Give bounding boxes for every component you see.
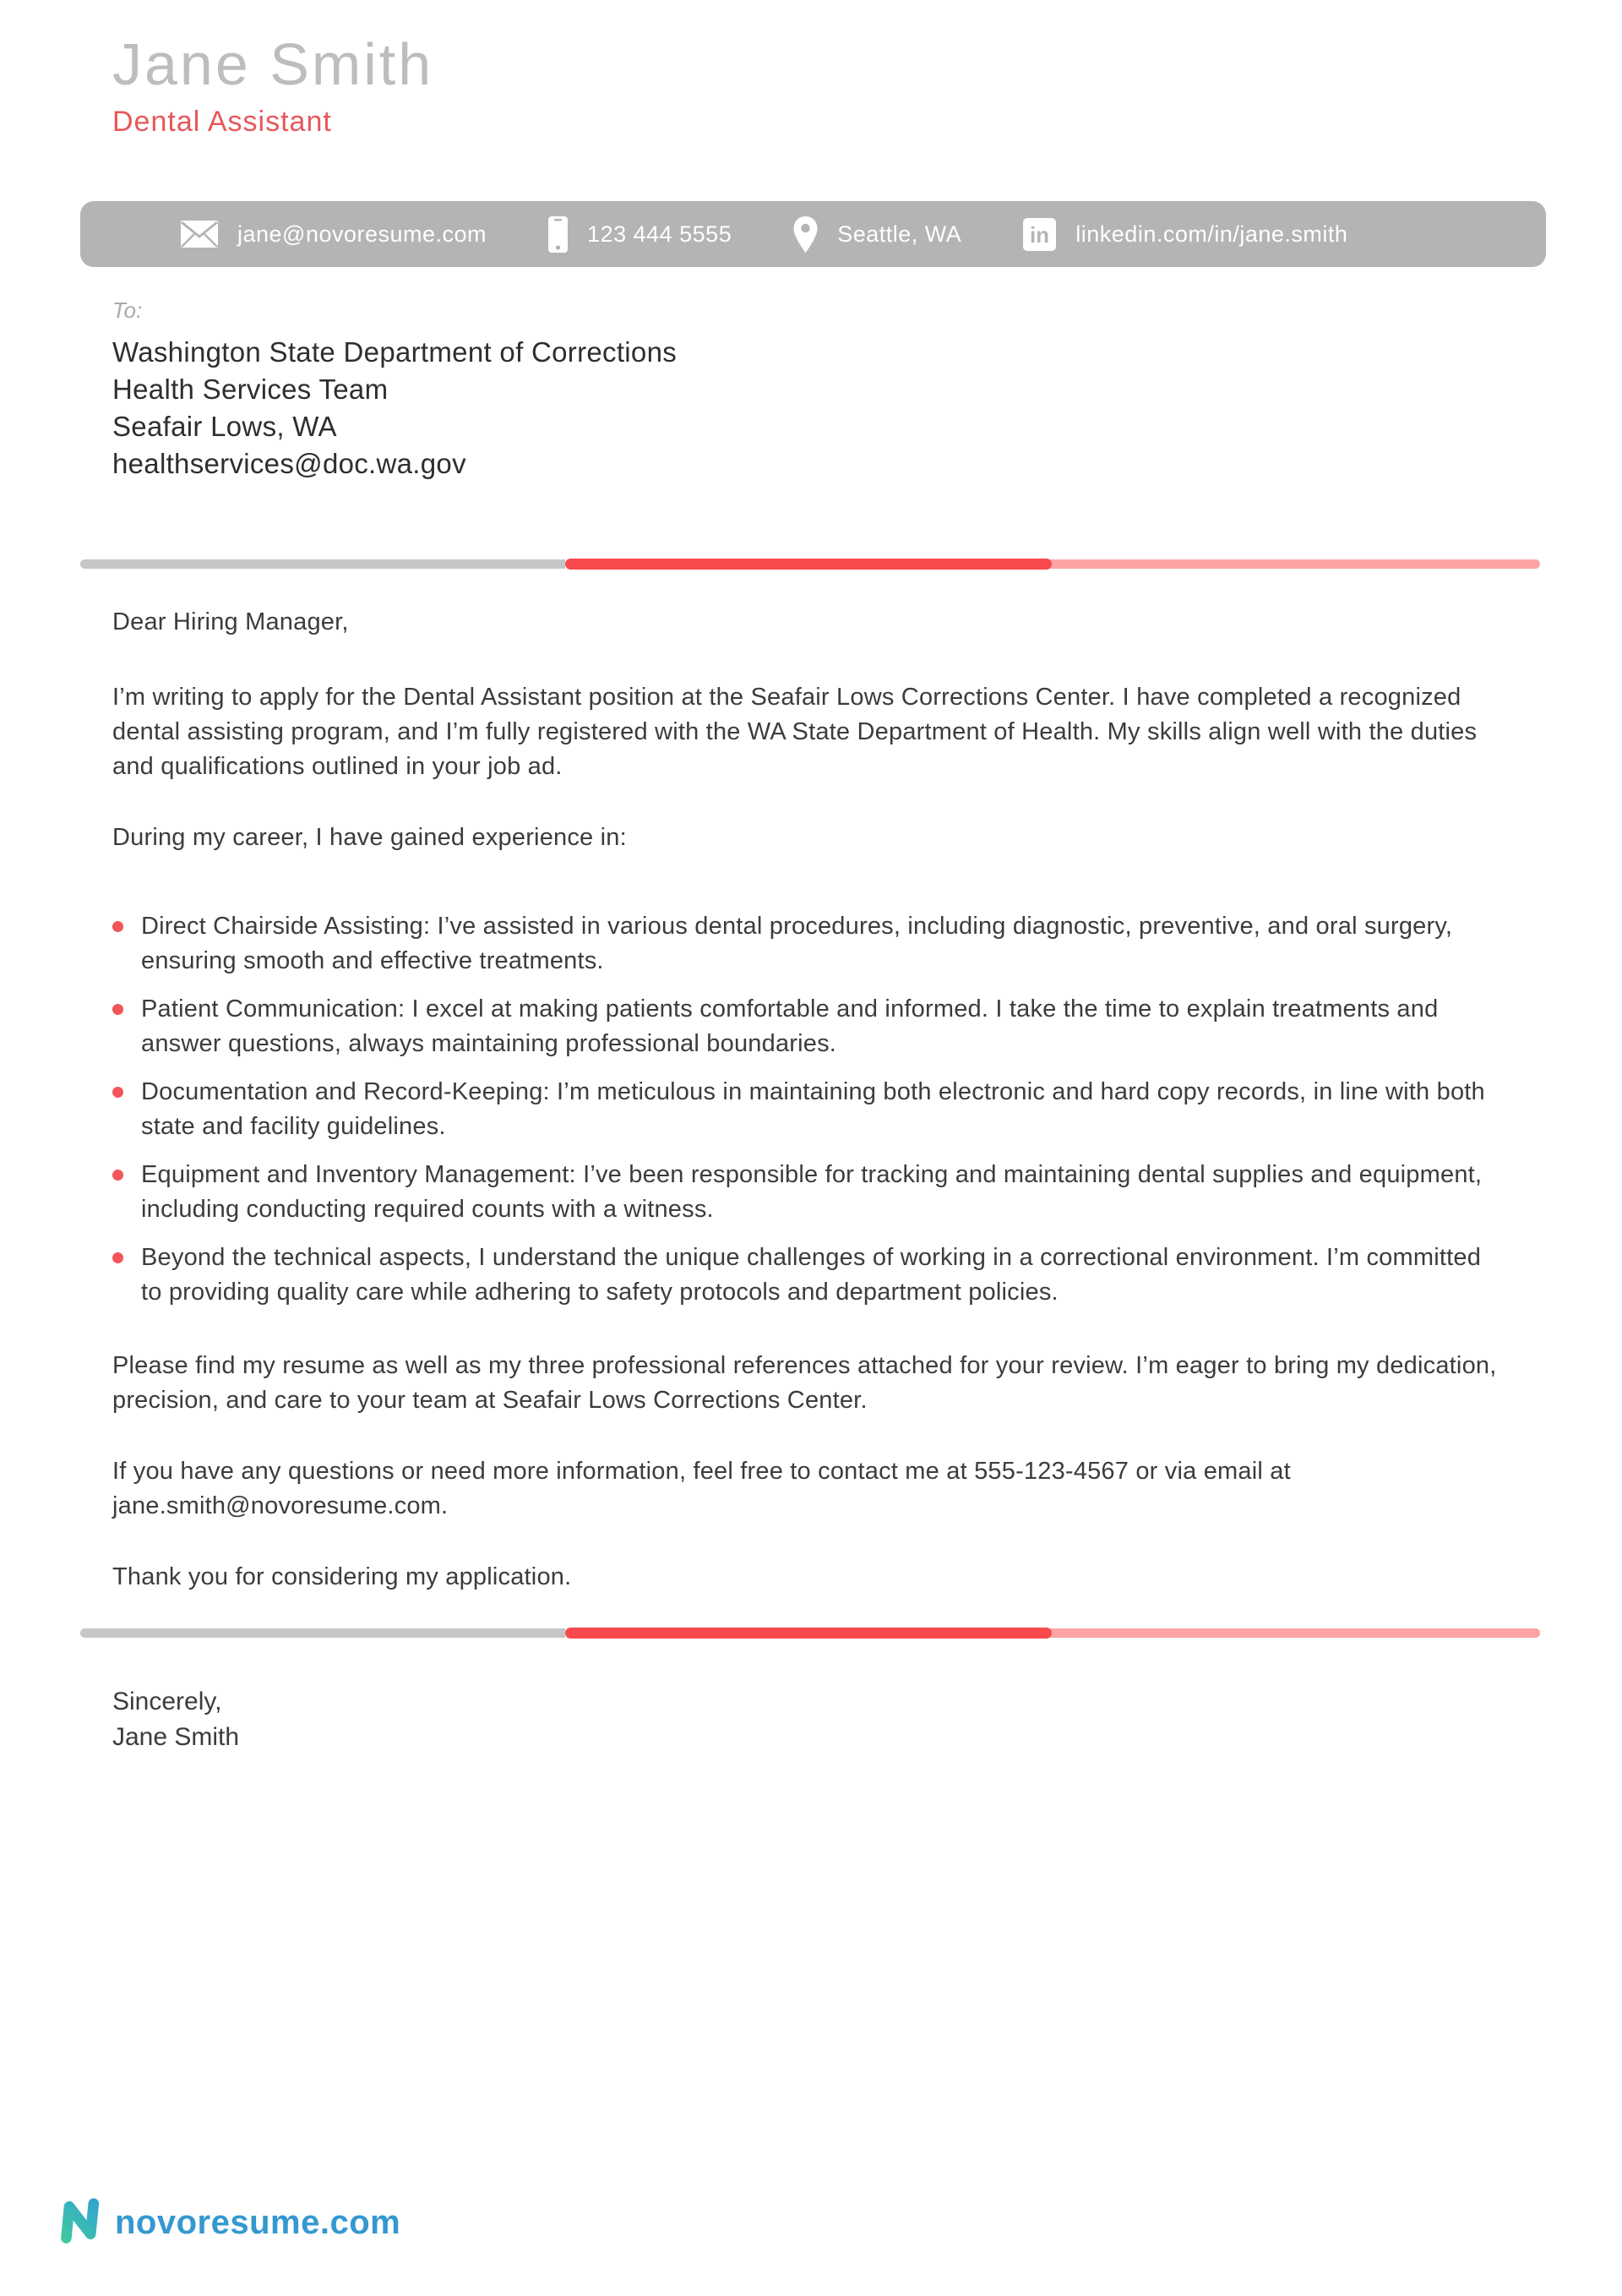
divider-segment-pink <box>1046 559 1540 569</box>
resume-paragraph: Please find my resume as well as my three professional references attached for your review. I’m eager to bring my dedication, precision, and care to your team at Seafair Lows Corrections Center. <box>112 1352 1497 1414</box>
recipient-block <box>112 297 677 483</box>
greeting: Dear Hiring Manager, <box>112 608 349 635</box>
phone-icon <box>547 215 569 254</box>
mail-icon <box>180 220 219 248</box>
recipient-email: healthservices@doc.wa.gov <box>112 448 466 479</box>
email-text: jane@novoresume.com <box>237 221 487 247</box>
header <box>112 32 433 139</box>
list-item <box>112 1158 1498 1227</box>
contact-location <box>792 215 961 254</box>
linkedin-text: linkedin.com/in/jane.smith <box>1075 221 1348 247</box>
experience-bullet-list <box>112 909 1498 1310</box>
to-label: To: <box>112 297 143 323</box>
divider-segment-pink <box>1046 1628 1540 1638</box>
signature-block <box>112 1684 239 1755</box>
recipient-team: Health Services Team <box>112 374 389 405</box>
bullet-text: Documentation and Record-Keeping: I’m meticulous in maintaining both electronic and hard copy records, in line with both state and facility guidelines. <box>141 1078 1485 1140</box>
contact-bar <box>80 201 1546 267</box>
novoresume-logo-icon <box>54 2195 105 2250</box>
bullet-text: Beyond the technical aspects, I understand the unique challenges of working in a correctional environment. I’m committed to providing quality care while adhering to safety protocols and department policies. <box>141 1244 1482 1306</box>
signature-name: Jane Smith <box>112 1723 240 1751</box>
divider-bottom <box>80 1628 1546 1638</box>
contact-paragraph: If you have any questions or need more information, feel free to contact me at 555-123-4567 or via email at jane.smith@novoresume.com. <box>112 1458 1291 1519</box>
divider-segment-gray <box>80 1628 565 1638</box>
recipient-organization: Washington State Department of Corrections <box>112 336 678 368</box>
brand-name: novoresume.com <box>115 2204 401 2241</box>
list-item <box>112 909 1498 979</box>
divider-segment-red <box>565 559 1052 570</box>
location-text: Seattle, WA <box>837 221 962 247</box>
divider-segment-gray <box>80 559 565 569</box>
thanks-paragraph: Thank you for considering my application. <box>112 1563 572 1590</box>
list-item <box>112 1241 1498 1310</box>
contact-linkedin <box>1022 217 1347 252</box>
bullet-icon <box>112 1004 123 1015</box>
experience-intro: During my career, I have gained experience in: <box>112 824 627 851</box>
location-icon <box>792 215 819 254</box>
linkedin-icon <box>1022 217 1057 252</box>
phone-text: 123 444 5555 <box>587 221 732 247</box>
list-item <box>112 1075 1498 1144</box>
bullet-icon <box>112 921 123 932</box>
list-item <box>112 992 1498 1061</box>
closing-text: Sincerely, <box>112 1688 222 1715</box>
divider-segment-red <box>565 1628 1052 1639</box>
contact-phone <box>547 215 732 254</box>
letter-body <box>112 605 1498 1595</box>
bullet-icon <box>112 1170 123 1181</box>
intro-paragraph: I’m writing to apply for the Dental Assistant position at the Seafair Lows Corrections Center. I have completed a recognized dental assisting program, and I’m fully registered with the WA State Department of Health. My skills align well with the duties and qualifications outlined in your job ad. <box>112 684 1478 780</box>
bullet-text: Direct Chairside Assisting: I’ve assisted in various dental procedures, including diagnostic, preventive, and oral surgery, ensuring smooth and effective treatments. <box>141 913 1453 974</box>
bullet-icon <box>112 1087 123 1098</box>
bullet-icon <box>112 1252 123 1263</box>
person-job-title: Dental Assistant <box>112 106 332 138</box>
footer-brand <box>54 2195 400 2250</box>
contact-email <box>180 220 487 248</box>
recipient-location: Seafair Lows, WA <box>112 411 337 442</box>
svg-text:in: in <box>1030 221 1050 248</box>
bullet-text: Patient Communication: I excel at making patients comfortable and informed. I take the time to explain treatments and answer questions, always maintaining professional boundaries. <box>141 995 1439 1057</box>
divider-top <box>80 559 1546 569</box>
bullet-text: Equipment and Inventory Management: I’ve been responsible for tracking and maintaining dental supplies and equipment, including conducting required counts with a witness. <box>141 1161 1483 1223</box>
person-name: Jane Smith <box>112 31 434 97</box>
